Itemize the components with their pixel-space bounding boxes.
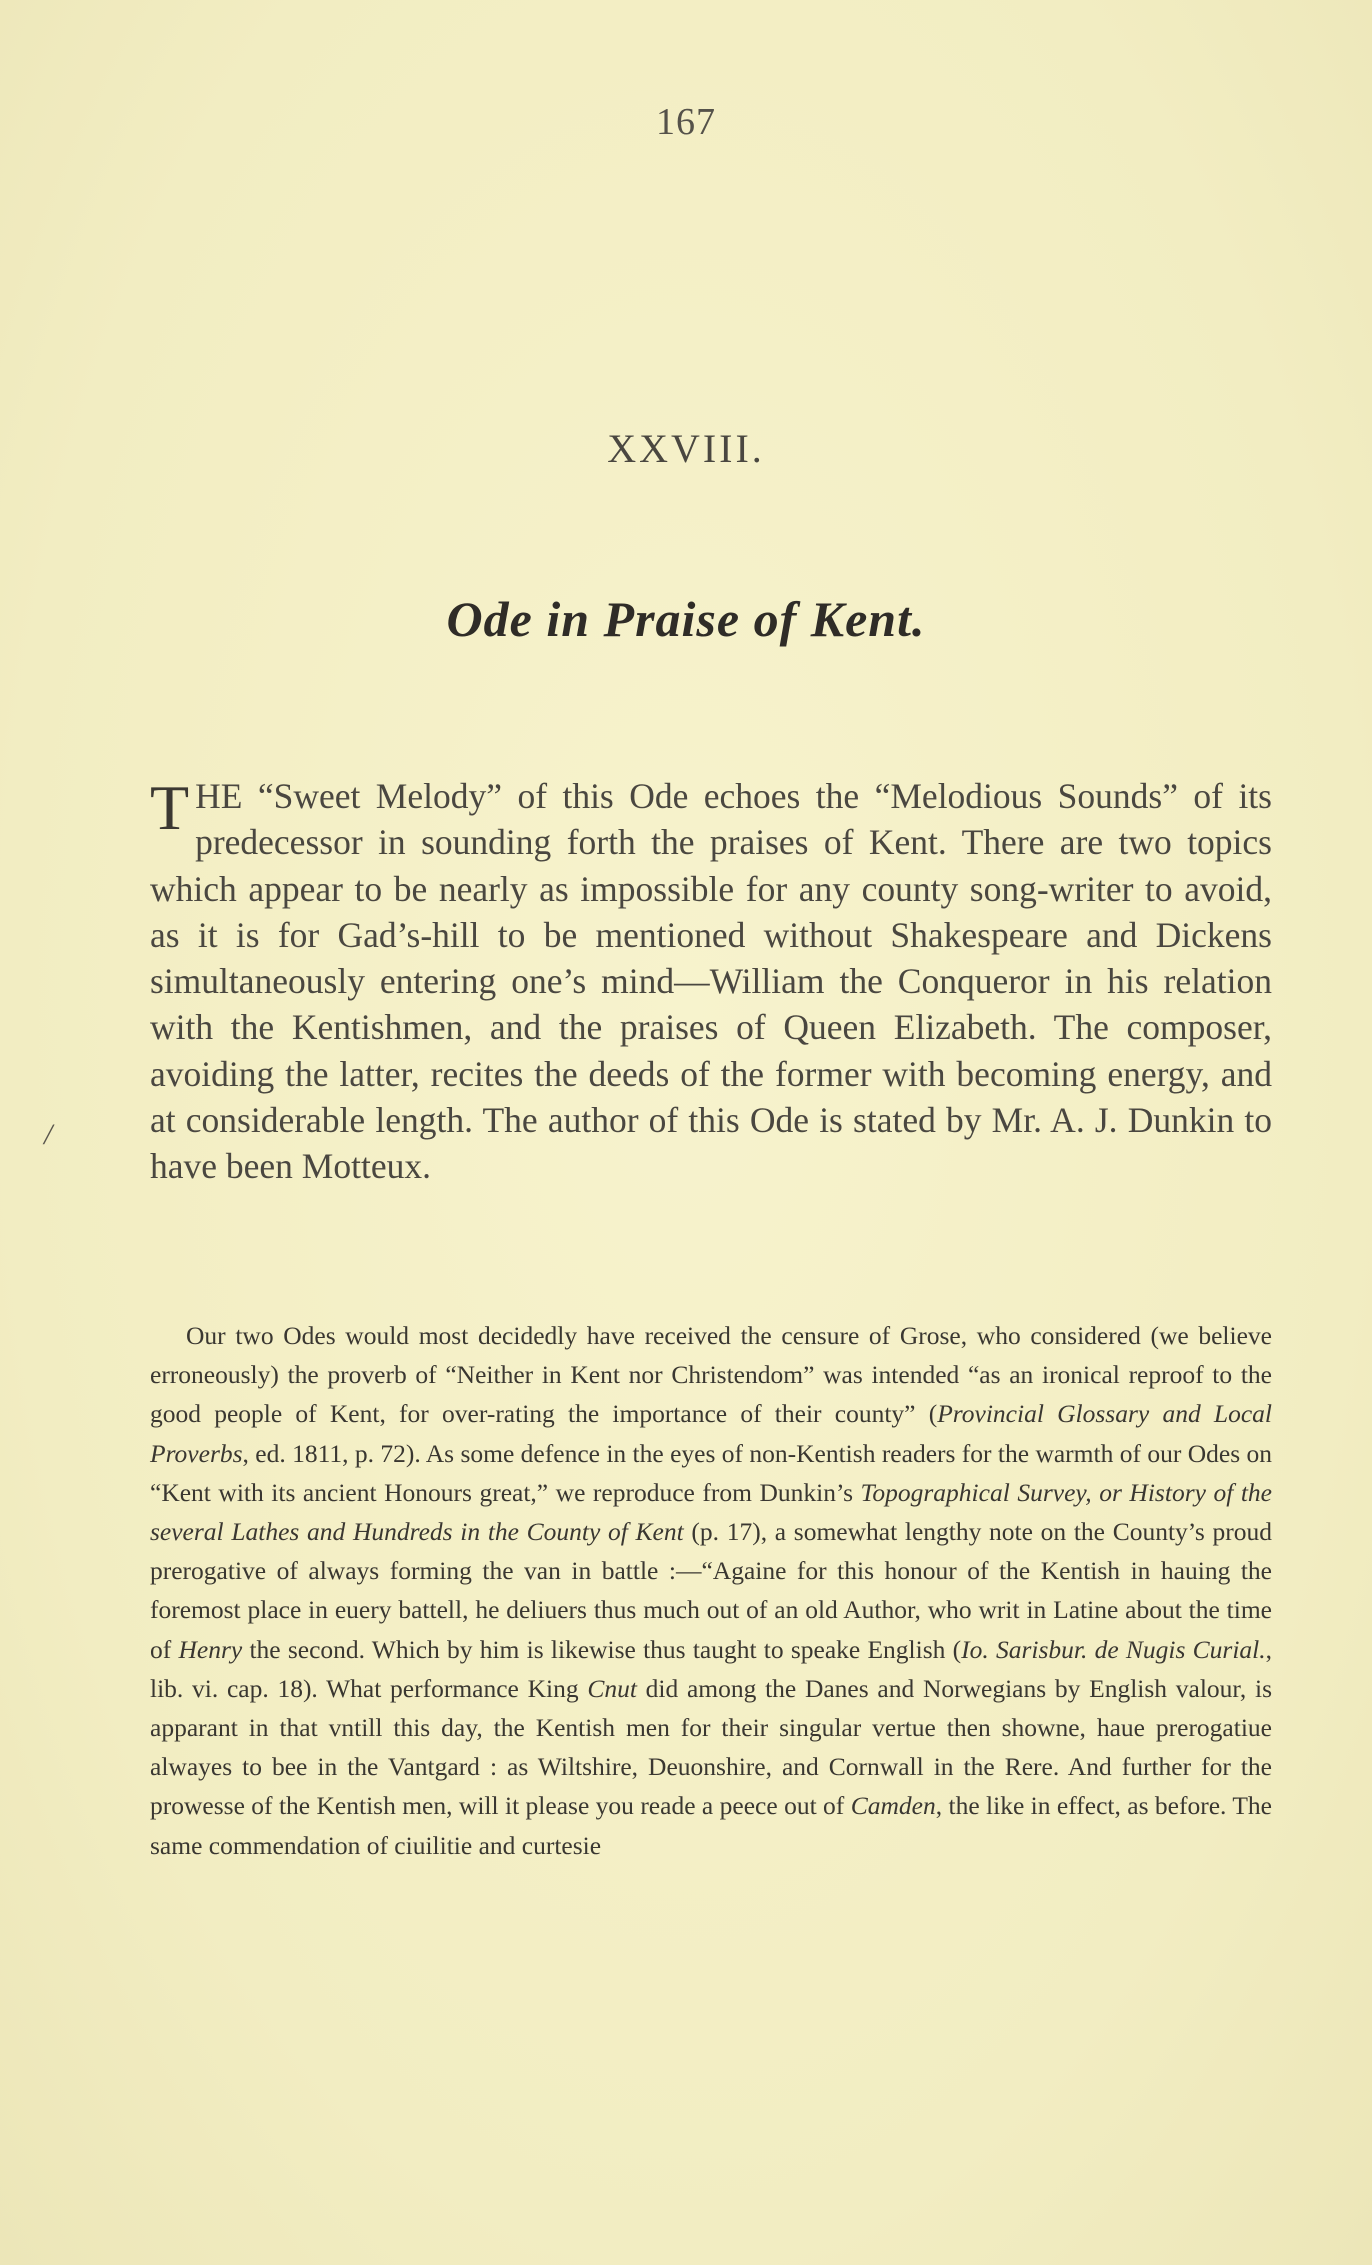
drop-cap: T: [150, 772, 190, 843]
note-italic: Topographical Survey, or History of the several Lathes and Hundreds in the County of Kent: [150, 1477, 1272, 1547]
note-text: , lib. vi. cap. 18). What performance King: [150, 1634, 1272, 1703]
note-italic: Provincial Glossary and Local Proverbs: [150, 1399, 1273, 1468]
note-italic: Cnut: [587, 1673, 637, 1703]
note-text: , the like in effect, as before. The same commendation of ciuilitie and curtesie: [150, 1791, 1272, 1860]
page-number: 167: [656, 101, 716, 143]
note-text: did among the Danes and Norwegians by English valour, is apparant in that vntill this day, the Kentish men for their singular vertue then showne, haue prerogatiue alwayes to bee in the Vantgard : as Wiltshire, Deuonshire, and Cornwall in the Rere. And further for the prowesse of the Kentish men, will it please you reade a peece out of: [150, 1673, 1272, 1821]
margin-mark: /: [44, 1118, 53, 1151]
note-italic: Camden: [850, 1791, 936, 1821]
chapter-number: XXVIII.: [607, 426, 765, 471]
intro-paragraph: [150, 773, 1272, 1190]
note-text: Our two Odes would most decidedly have received the censure of Grose, who considered (we believe erroneously) the proverb of “Neither in Kent nor Christendom” was intended “as an ironical reproof to the good people of Kent, for over-rating the importance of their county” (: [150, 1321, 1272, 1429]
note-italic: Henry: [178, 1634, 243, 1664]
note-italic: Io. Sarisbur. de Nugis Curial.: [961, 1634, 1266, 1664]
note-text: the second. Which by him is likewise thus taught to speake English (: [242, 1634, 962, 1664]
footnote-paragraph: [150, 1316, 1272, 1865]
note-text: (p. 17), a somewhat lengthy note on the County’s proud prerogative of always forming the van in battle :—“Againe for this honour of the Kentish in hauing the foremost place in euery battell, he deliuers thus much out of an old Author, who writ in Latine about the time of: [150, 1517, 1272, 1664]
note-text: , ed. 1811, p. 72). As some defence in the eyes of non-Kentish readers for the warmth of our Odes on “Kent with its ancient Honours great,” we reproduce from Dunkin’s: [150, 1438, 1272, 1507]
intro-text: HE “Sweet Melody” of this Ode echoes the “Melodious Sounds” of its predecessor in sounding forth the praises of Kent. There are two topics which appear to be nearly as impossible for any county song-writer to avoid, as it is for Gad’s-hill to be mentioned without Shakespeare and Dickens simultaneously entering one’s mind—William the Conqueror in his relation with the Kentishmen, and the praises of Queen Elizabeth. The composer, avoiding the latter, recites the deeds of the former with becoming energy, and at considerable length. The author of this Ode is stated by Mr. A. J. Dunkin to have been Motteux.: [150, 776, 1272, 1187]
page-title: Ode in Praise of Kent.: [446, 591, 926, 647]
